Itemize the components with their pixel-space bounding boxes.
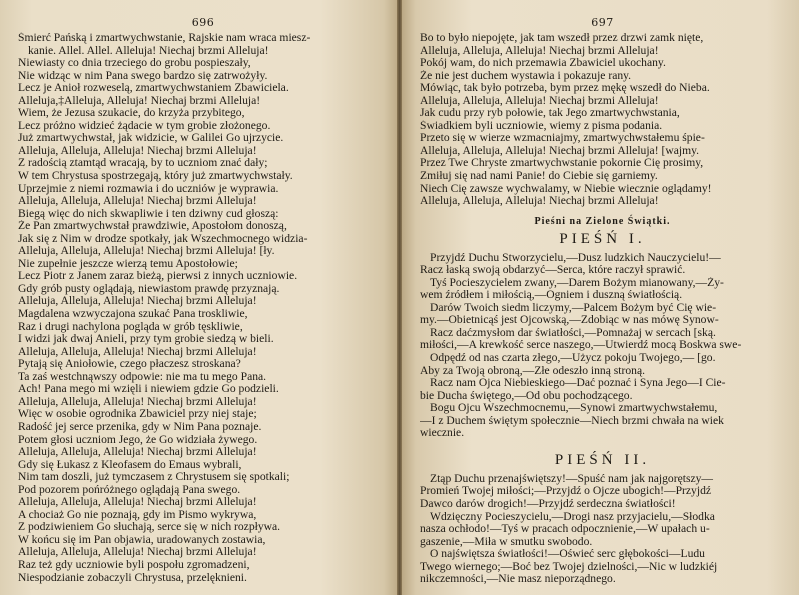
text-line: Uprzejmie z niemi rozmawia i do uczniów je wyprawia. (18, 182, 279, 195)
text-line: Gdy grób pusty oglądają, niewiastom prawdę przyznają. (18, 282, 280, 295)
text-line: Alleluja, Alleluja, Alleluja! Niechaj brzmi Alleluja! [wajmy. (420, 144, 700, 157)
page-number-left: 696 (191, 16, 215, 29)
text-line: my.—Obietnicąś jest Ojcowską,—Zdobiąc w nas mówę Synow- (420, 314, 719, 327)
text-line: Racz nam Ojca Niebieskiego—Dać poznać i Syna Jego—I Cie- (430, 377, 726, 390)
text-line: Racz łaską swoją obdarzyć—Serca, które raczył sprawić. (420, 264, 686, 277)
text-line: Przyjdź Duchu Stworzycielu,—Dusz ludzkich Nauczycielu!— (430, 251, 721, 264)
text-line: Alleluja, Alleluja, Alleluja! Niechaj brzmi Alleluja! (18, 295, 257, 308)
text-line: nasza ochłodo!—Tyś w pracach odpocznienie,—W upałach u- (420, 523, 710, 536)
text-line: Niewiasty co dnia trzeciego do grobu pospieszały, (18, 57, 251, 70)
text-line: O najświętsza światłości!—Oświeć serc głębokości—Ludu (430, 548, 705, 561)
text-line: Promień Twojej miłości;—Przyjdź o Ojcze ubogich!—Przyjdź (420, 485, 712, 498)
text-line: Raz też gdy uczniowie byli pospołu zgromadzeni, (18, 558, 250, 571)
text-line: Radość jej serce przenika, gdy w Nim Pana poznaje. (18, 420, 262, 433)
text-line: Że Pan zmartwychwstał prawdziwie, Apostołom donoszą, (18, 220, 287, 233)
text-line: kanie. Allel. Allel. Alleluja! Niechaj brzmi Alleluja! (28, 44, 269, 57)
text-line: Niespodzianie zobaczyli Chrystusa, przelęknieni. (18, 571, 247, 584)
text-line: Pokój wam, do nich przemawia Zbawiciel ukochany. (420, 57, 666, 70)
left-page-text (18, 32, 388, 584)
text-line: Śmierć Pańską i zmartwychwstanie, Rajskie nam wraca miesz- (18, 32, 311, 44)
text-line: gaszenie,—Miła w smutku swobodo. (420, 535, 593, 548)
text-line: Lecz próżno widzieć żądacie w tym grobie złożonego. (18, 119, 271, 132)
text-line: Dawco darów drogich!—Przyjdź serdeczna światłości! (420, 497, 676, 510)
text-line: Że nie jest duchem wystawia i pokazuje rany. (420, 69, 632, 82)
text-line: Bo to było niepojęte, jak tam wszedł przez drzwi zamk nięte, (420, 32, 704, 44)
text-line: Alleluja, Alleluja, Alleluja! Niechaj brzmi Alleluja! (18, 395, 257, 408)
text-line: Pytają się Aniołowie, czego płaczesz stroskana? (18, 358, 241, 371)
text-line: Aby za Twoją obroną,—Złe odeszło inną stroną. (420, 364, 645, 377)
text-line: Z radością ztamtąd wracają, by to uczniom znać dały; (18, 157, 268, 170)
text-line: wiecznie. (420, 427, 465, 440)
text-line: Odpędź od nas czarta złego,—Użycz pokoju Twojego,— [go. (430, 352, 716, 365)
song-2-text (420, 473, 785, 586)
text-line: Wdzięczny Pocieszycielu,—Drogi nasz przyjacielu,—Słodka (430, 510, 715, 523)
text-line: Alleluja, Alleluja, Alleluja! Niechaj brzmi Alleluja! (18, 446, 257, 459)
text-line: Tyś Pocieszycielem zwany,—Darem Bożym mianowany,—Ży- (430, 276, 724, 289)
text-line: miłości,—A krewkość serce naszego,—Utwierdź mocą Boskwa swe- (420, 339, 742, 352)
text-line: Wiem, że Jezusa szukacie, do krzyża przybitego, (18, 107, 245, 120)
text-line: wem źródłem i miłością,—Ogniem i duszną światłością. (420, 289, 683, 302)
text-line: Przeto się w wierze wzmacniajmy, zmartwychwstałemu śpie- (420, 132, 705, 145)
book-gutter (397, 0, 402, 595)
text-line: Alleluja, Alleluja, Alleluja! Niechaj brzmi Alleluja! [ły. (18, 245, 275, 258)
text-line: Gdy się Łukasz z Kleofasem do Emaus wybrali, (18, 458, 242, 471)
page-number-right: 697 (591, 16, 614, 29)
text-line: nikczemności,—Nie masz nieporządnego. (420, 573, 616, 586)
text-line: Mówiąc, tak było potrzeba, bym przez mękę wszedł do Nieba. (420, 82, 710, 95)
text-line: I widzi jak dwaj Anieli, przy tym grobie siedzą w bieli. (18, 333, 274, 346)
right-page (400, 0, 799, 595)
text-line: Alleluja, Alleluja, Alleluja! Niechaj brzmi Alleluja! (18, 546, 257, 559)
song-2-heading: PIEŚŃ II. (554, 451, 651, 468)
right-page-intro-text (420, 32, 785, 208)
text-line: Alleluja, Alleluja, Alleluja! Niechaj brzmi Alleluja! (18, 195, 257, 208)
text-line: Nim tam doszli, już tymczasem z Chrystusem się spotkali; (18, 471, 290, 484)
text-line: Świadkiem byli uczniowie, wiemy z pisma podania. (420, 119, 663, 132)
text-line: W tem Chrystusa spostrzegają, który już zmartwychwstały. (18, 170, 293, 183)
song-1-text (420, 252, 785, 440)
text-line: Lecz je Anioł rozweselą, zmartwychwstaniem Zbawiciela. (18, 82, 289, 95)
text-line: Ztąp Duchu przenajświętszy!—Spuść nam jak najgorętszy— (430, 472, 713, 485)
text-line: —I z Duchem świętym społecznie—Niech brzmi chwała na wiek (420, 414, 724, 427)
text-line: Więc w osobie ogrodnika Zbawiciel przy niej staje; (18, 408, 257, 421)
text-line: A chociaż Go nie poznają, gdy im Pismo wykrywa, (18, 508, 257, 521)
text-line: Alleluja, Alleluja, Alleluja! Niechaj brzmi Alleluja! (420, 94, 659, 107)
text-line: Alleluja, Alleluja, Alleluja! Niechaj brzmi Alleluja! (420, 195, 659, 208)
section-title: Pieśni na Zielone Świątki. (534, 215, 671, 227)
text-line: Potem głosi uczniom Jego, że Go widziała żywego. (18, 433, 258, 446)
text-line: Niech Cię zawsze wychwalamy, w Niebie wiecznie oglądamy! (420, 182, 712, 195)
text-line: Lecz Piotr z Janem zaraz bieżą, pierwsi z innych uczniowie. (18, 270, 298, 283)
text-line: Twego wiernego;—Boć bez Twojej dzielności,—Nic w ludzkiéj (420, 560, 718, 573)
text-line: Z podziwieniem Go słuchają, serce się w nich rozpływa. (18, 521, 281, 534)
text-line: Alleluja,‡Alleluja, Alleluja! Niechaj brzmi Alleluja! (18, 94, 261, 107)
text-line: Przez Twe Chryste zmartwychwstanie pokornie Cię prosimy, (420, 157, 704, 170)
text-line: Pod pozorem pońróżnego oglądają Pana swego. (18, 483, 241, 496)
text-line: Magdalena wzwyczajona szukać Pana troskliwie, (18, 308, 248, 321)
text-line: Bogu Ojcu Wszechmocnemu,—Synowi zmartwychwstałemu, (430, 402, 718, 415)
text-line: bie Ducha świętego,—Od obu pochodzącego. (420, 389, 633, 402)
text-line: Racz daćzmysłom dar światłości,—Pomnażaj w sercach [ską. (430, 326, 716, 339)
text-line: Alleluja, Alleluja, Alleluja! Niechaj brzmi Alleluja! (18, 144, 257, 157)
text-line: Biegą więc do nich skwapliwie i ten dziwny cud głoszą: (18, 207, 279, 220)
text-line: W końcu się im Pan objawia, uradowanych zostawia, (18, 533, 266, 546)
text-line: Jak cudu przy ryb połowie, tak Jego zmartwychwstania, (420, 107, 680, 120)
text-line: Jak się z Nim w drodze spotkały, jak Wszechmocnego widzia- (18, 232, 308, 245)
text-line: Nie widząc w nim Pana swego bardzo się zatrwożyły. (18, 69, 268, 82)
text-line: Raz i drugi nachylona pogląda w grób tęskliwie, (18, 320, 243, 333)
text-line: Nie zupełnie jeszcze wierzą temu Apostołowie; (18, 257, 238, 270)
text-line: Darów Twoich siedm liczymy,—Palcem Bożym być Cię wie- (430, 301, 717, 314)
text-line: Ach! Pana mego mi wzięli i niewiem gdzie Go podzieli. (18, 383, 279, 396)
text-line: Alleluja, Alleluja, Alleluja! Niechaj brzmi Alleluja! (18, 345, 257, 358)
text-line: Już zmartwychwstał, jak widzicie, w Galilei Go ujrzycie. (18, 132, 284, 145)
text-line: Alleluja, Alleluja, Alleluja! Niechaj brzmi Alleluja! (18, 496, 257, 509)
text-line: Alleluja, Alleluja, Alleluja! Niechaj brzmi Alleluja! (420, 44, 659, 57)
song-1-heading: PIEŚŃ I. (559, 230, 646, 247)
text-line: Ta zaś westchnąwszy odpowie: nie ma tu mego Pana. (18, 370, 267, 383)
text-line: Zmiłuj się nad nami Panie! do Ciebie się garniemy. (420, 170, 658, 183)
